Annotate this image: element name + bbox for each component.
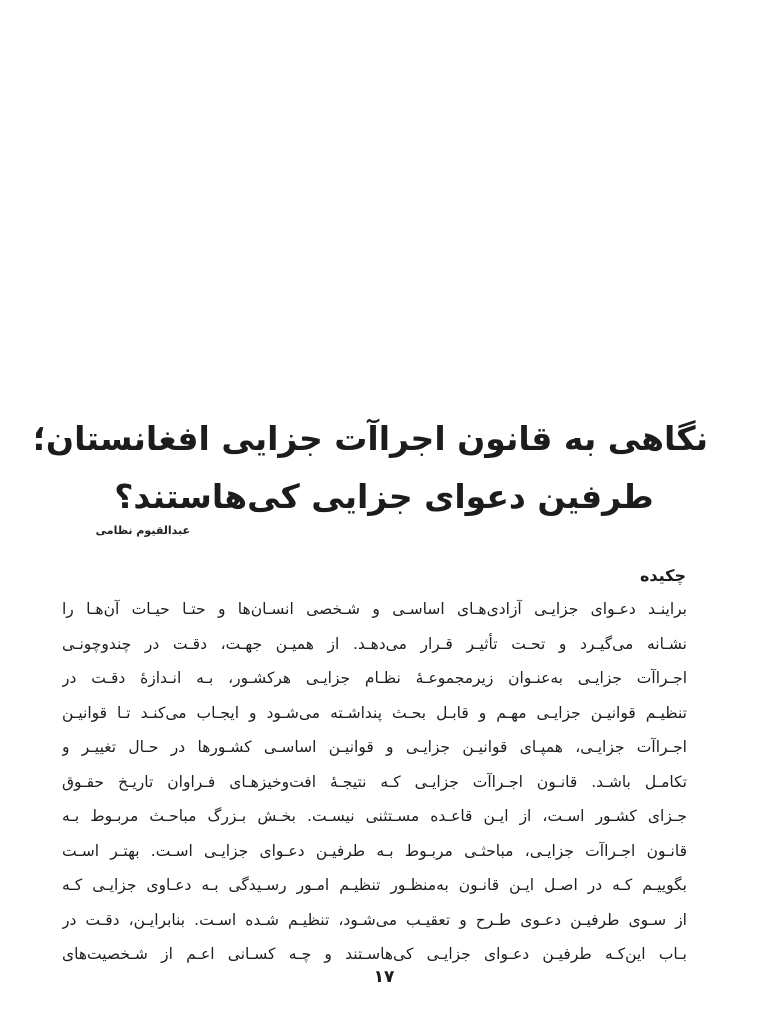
abstract-heading: چکیده [639, 566, 686, 585]
abstract-body [62, 592, 687, 972]
author-name: عبدالقیوم نظامی [95, 524, 190, 537]
abstract-line: از سـوی طرفیـن دعـوی طـرح و تعقیـب می‌شـود، تنظیـم شـده اسـت. بنابرایـن، دقـت در [62, 910, 687, 929]
abstract-line: قانـون اجـراآت جزایـی، مباحثـی مربـوط بـه طرفیـن دعـوای جزایـی اسـت. بهتـر اسـت [62, 841, 687, 860]
article-title [32, 410, 708, 526]
article-title-line-1: نگاهی به قانون اجراآت جزایی افغانستان؛ [32, 419, 708, 458]
article-title-line-2: طرفین دعوای جزایی کی‌هاستند؟ [114, 477, 654, 516]
abstract-line: تنظیـم قوانیـن جزایـی مهـم و قابـل بحـث پنداشـته می‌شـود و ایجـاب می‌کنـد تـا قوانیـن [62, 703, 687, 722]
abstract-line: بـاب این‌کـه طرفیـن دعـوای جزایـی کی‌هاسـتند و چـه کسـانی اعـم از شـخصیت‌های [62, 945, 687, 963]
abstract-line: اجـراآت جزایـی، همپـای قوانیـن جزایـی و قوانیـن اساسـی کشـورها در حـال تغییـر و [62, 738, 687, 756]
abstract-line: جـزای کشـور اسـت، از ایـن قاعـده مسـتثنی نیسـت. بخـش بـزرگ مباحـث مربـوط بـه [62, 807, 687, 825]
abstract-line: نشـانه می‌گیـرد و تحـت تأثیـر قـرار می‌دهـد. از همیـن جهـت، دقـت در چندوچونـی [62, 634, 687, 653]
abstract-line: اجـراآت جزایـی به‌عنـوان زیرمجموعـهٔ نظـام جزایـی هرکشـور، بـه انـدازهٔ دقـت در [62, 669, 687, 687]
abstract-line: تکامـل باشـد. قانـون اجـراآت جزایـی کـه نتیجـهٔ افت‌وخیزهـای فـراوان تاریـخ حقـوق [62, 772, 687, 791]
abstract-line: بگوییـم کـه در اصـل ایـن قانـون به‌منظـور تنظیـم امـور رسـیدگی بـه دعـاوی جزایـی کـه [62, 876, 687, 894]
abstract-line: براینـد دعـوای جزایـی آزادی‌هـای اساسـی و شـخصی انسـان‌ها و حتـا حیـات آن‌هـا را [62, 600, 687, 618]
page-number: ۱۷ [373, 967, 395, 987]
